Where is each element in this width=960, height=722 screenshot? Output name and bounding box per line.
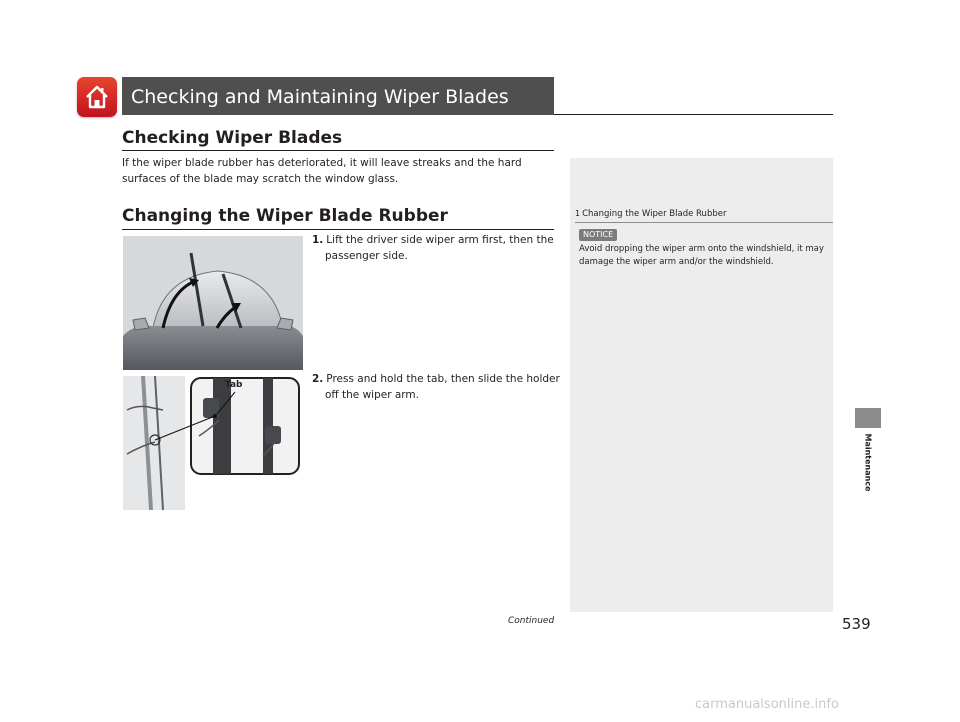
side-note-panel [570, 158, 833, 612]
section-divider [122, 229, 554, 230]
section-divider [122, 150, 554, 151]
step-number: 2. [312, 373, 324, 385]
section-body-checking: If the wiper blade rubber has deteriorated, it will leave streaks and the hard surfaces of the blade may scratch the window glass. [122, 157, 522, 185]
page-title: Checking and Maintaining Wiper Blades [131, 86, 509, 108]
note-link-icon: 1 [575, 209, 581, 218]
section-title-checking: Checking Wiper Blades [122, 128, 343, 148]
note-body: Avoid dropping the wiper arm onto the windshield, it may damage the wiper arm and/or the windshield. [579, 244, 824, 267]
header-divider [554, 114, 833, 115]
note-title [575, 209, 726, 219]
step-text: Press and hold the tab, then slide the holder off the wiper arm. [325, 373, 560, 401]
home-button[interactable] [77, 77, 117, 117]
figure-lift-wiper-arms [123, 236, 303, 370]
figure-press-tab [123, 376, 303, 510]
notice-badge: NOTICE [579, 229, 617, 241]
step-1 [312, 232, 567, 264]
watermark-text: carmanualsonline.info [695, 697, 839, 712]
section-title-changing: Changing the Wiper Blade Rubber [122, 206, 448, 226]
note-title-text[interactable]: Changing the Wiper Blade Rubber [582, 209, 727, 219]
step-number: 1. [312, 234, 324, 246]
step-text: Lift the driver side wiper arm first, then the passenger side. [325, 234, 554, 262]
page-number: 539 [842, 615, 871, 633]
figure-label-tab: Tab [225, 380, 243, 390]
step-2 [312, 371, 567, 403]
continued-label: Continued [508, 616, 555, 626]
note-divider [575, 222, 833, 223]
home-icon [83, 83, 111, 111]
chapter-tab[interactable] [855, 408, 881, 428]
chapter-label: Maintenance [863, 433, 873, 492]
